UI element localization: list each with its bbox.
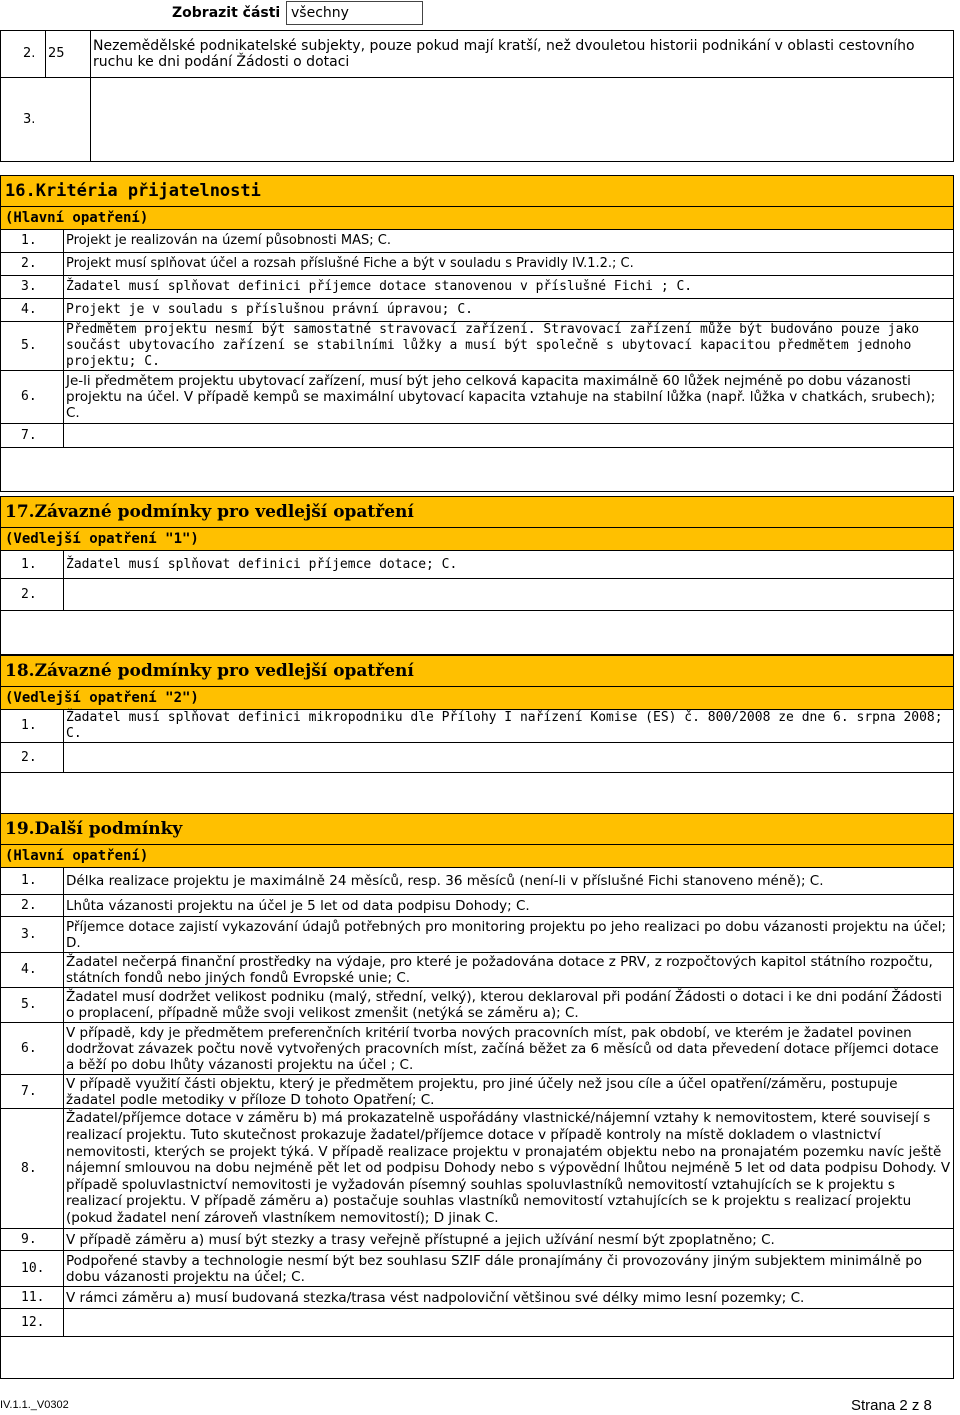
filter-label: Zobrazit části [172, 5, 281, 21]
item-number: 6. [1, 1023, 64, 1075]
item-text: Podpořené stavby a technologie nesmí být bez souhlasu SZIF dále pronajímány či provozovány jiným subjektem minimálně po dobu vázanosti projektu na účel; C. [64, 1251, 954, 1287]
item-text: Lhůta vázanosti projektu na účel je 5 let od data podpisu Dohody; C. [64, 895, 954, 917]
item-number: 2. [1, 579, 64, 611]
item-text: Projekt musí splňovat účel a rozsah příslušné Fiche a být v souladu s Pravidly IV.1.2.; C. [64, 253, 954, 276]
item-text [64, 1309, 954, 1337]
spacer-row [1, 611, 954, 655]
section-18 [0, 655, 954, 817]
item-text: Příjemce dotace zajistí vykazování údajů potřebných pro monitoring projektu po jeho realizaci po dobu vázanosti projektu na účel; D. [64, 917, 954, 953]
item-number: 8. [1, 1109, 64, 1229]
item-text: V případě záměru a) musí být stezky a trasy veřejně přístupné a jejich užívání nesmí být zpoplatněno; C. [64, 1229, 954, 1251]
item-number: 5. [1, 322, 64, 371]
item-text: Žadatel musí splňovat definici příjemce dotace stanovenou v příslušné Fichi ; C. [64, 276, 954, 299]
table-row [1, 31, 954, 78]
item-number: 2. [1, 743, 64, 773]
item-number: 11. [1, 1287, 64, 1309]
item-text: Předmětem projektu nesmí být samostatné stravovací zařízení. Stravovací zařízení může být budováno pouze jako součást ubytovacího zařízení se stabilními lůžky a musí být společně s ubytovací kapacitou předmětem jednoho projektu; C. [64, 322, 954, 371]
section-subtitle: (Hlavní opatření) [1, 207, 954, 230]
item-number: 7. [1, 1075, 64, 1109]
item-number: 4. [1, 299, 64, 322]
row-number: 2. [1, 31, 46, 78]
item-number: 9. [1, 1229, 64, 1251]
row-number: 3. [1, 78, 91, 162]
section-title: 19.Další podmínky [1, 814, 954, 845]
filter-select[interactable]: všechny [286, 1, 423, 25]
item-number: 1. [1, 551, 64, 579]
item-number: 3. [1, 276, 64, 299]
spacer-row [1, 773, 954, 817]
section-19 [0, 813, 954, 1379]
item-text: Projekt je realizován na území působnosti MAS; C. [64, 230, 954, 253]
item-number: 1. [1, 868, 64, 895]
item-number: 5. [1, 988, 64, 1023]
item-text: Délka realizace projektu je maximálně 24 měsíců, resp. 36 měsíců (není-li v příslušné Fichi stanoveno méně); C. [64, 868, 954, 895]
footer-page-number: Strana 2 z 8 [851, 1397, 932, 1414]
item-number: 2. [1, 895, 64, 917]
item-text [64, 579, 954, 611]
item-number: 1. [1, 710, 64, 743]
item-text: V rámci záměru a) musí budovaná stezka/trasa vést nadpoloviční většinou své délky mimo lesní pozemky; C. [64, 1287, 954, 1309]
item-text: Je-li předmětem projektu ubytovací zařízení, musí být jeho celková kapacita maximálně 60 lůžek nejméně po dobu vázanosti projektu na účel. V případě kempů se maximální ubytovací kapacita vztahuje na stabilní lůžka (např. lůžka v chatkách, srubech); C. [64, 371, 954, 424]
section-16 [0, 175, 954, 492]
row-code: 25 [46, 31, 91, 78]
item-text [64, 743, 954, 773]
section-title: 18.Závazné podmínky pro vedlejší opatření [1, 656, 954, 687]
row-text: Nezemědělské podnikatelské subjekty, pouze pokud mají kratší, než dvouletou historii podnikání v oblasti cestovního ruchu ke dni podání Žádosti o dotaci [91, 31, 954, 78]
row-text [91, 78, 954, 162]
spacer-row [1, 448, 954, 492]
section-title: 16.Kritéria přijatelnosti [1, 176, 954, 207]
item-number: 2. [1, 253, 64, 276]
section-17 [0, 496, 954, 655]
spacer-row [1, 1337, 954, 1379]
table-row [1, 78, 954, 162]
item-number: 10. [1, 1251, 64, 1287]
item-text: Žadatel musí dodržet velikost podniku (malý, střední, velký), kterou deklaroval při podání Žádosti o dotaci i ke dni podání Žádosti o proplacení, případně může svoji velikost zmenšit (netýká se záměru a); C. [64, 988, 954, 1023]
item-number: 6. [1, 371, 64, 424]
item-text: Projekt je v souladu s příslušnou právní úpravou; C. [64, 299, 954, 322]
item-number: 4. [1, 953, 64, 988]
item-number: 12. [1, 1309, 64, 1337]
item-number: 7. [1, 424, 64, 448]
item-number: 3. [1, 917, 64, 953]
item-text: V případě využití části objektu, který je předmětem projektu, pro jiné účely než jsou cíle a účel opatření/záměru, postupuje žadatel podle metodiky v příloze D tohoto Opatření; C. [64, 1075, 954, 1109]
section-subtitle: (Hlavní opatření) [1, 845, 954, 868]
item-text: V případě, kdy je předmětem preferenčních kritérií tvorba nových pracovních míst, pak období, ve kterém je žadatel povinen dodržovat závazek počtu nově vytvořených pracovních míst, začíná běžet za 6 měsíců od data převedení dotace příjemci dotace a běží po dobu lhůty vázanosti projektu na účel ; C. [64, 1023, 954, 1075]
top-table [0, 30, 954, 162]
item-text: Žadatel/příjemce dotace v záměru b) má prokazatelně uspořádány vlastnické/nájemní vztahy k nemovitostem, které souvisejí s realizací projektu. Tuto skutečnost prokazuje žadatel/příjemce dotace v případě kontroly na místě dokladem o vlastnictví nemovitosti, kterých se projekt týká. V případě realizace projektu v pronajatém objektu nebo na pronajatém pozemku navíc ještě nájemní smlouvou na dobu nejméně pět let od podpisu Dohody nebo s výpovědní lhůtou nejméně 5 let od data podpisu Dohody. V případě spoluvlastnictví nemovitosti je vyžadován písemný souhlas spoluvlastníků nemovitostí vztahujících se k projektu s realizací projektu. V případě záměru a) postačuje souhlas vlastníků nemovitostí vztahujících se k projektu s realizací projektu (pokud žadatel není zároveň vlastníkem nemovitostí); D jinak C. [64, 1109, 954, 1229]
item-text: Žadatel nečerpá finanční prostředky na výdaje, pro které je požadována dotace z PRV, z rozpočtových kapitol státního rozpočtu, státních fondů nebo jiných fondů Evropské unie; C. [64, 953, 954, 988]
item-text [64, 424, 954, 448]
item-text: Žadatel musí splňovat definici příjemce dotace; C. [64, 551, 954, 579]
footer-document-code: IV.1.1._V0302 [0, 1399, 69, 1411]
section-subtitle: (Vedlejší opatření "1") [1, 528, 954, 551]
section-title: 17.Závazné podmínky pro vedlejší opatření [1, 497, 954, 528]
item-text: Žadatel musí splňovat definici mikropodniku dle Přílohy I nařízení Komise (ES) č. 800/2008 ze dne 6. srpna 2008; C. [64, 710, 954, 743]
item-number: 1. [1, 230, 64, 253]
section-subtitle: (Vedlejší opatření "2") [1, 687, 954, 710]
